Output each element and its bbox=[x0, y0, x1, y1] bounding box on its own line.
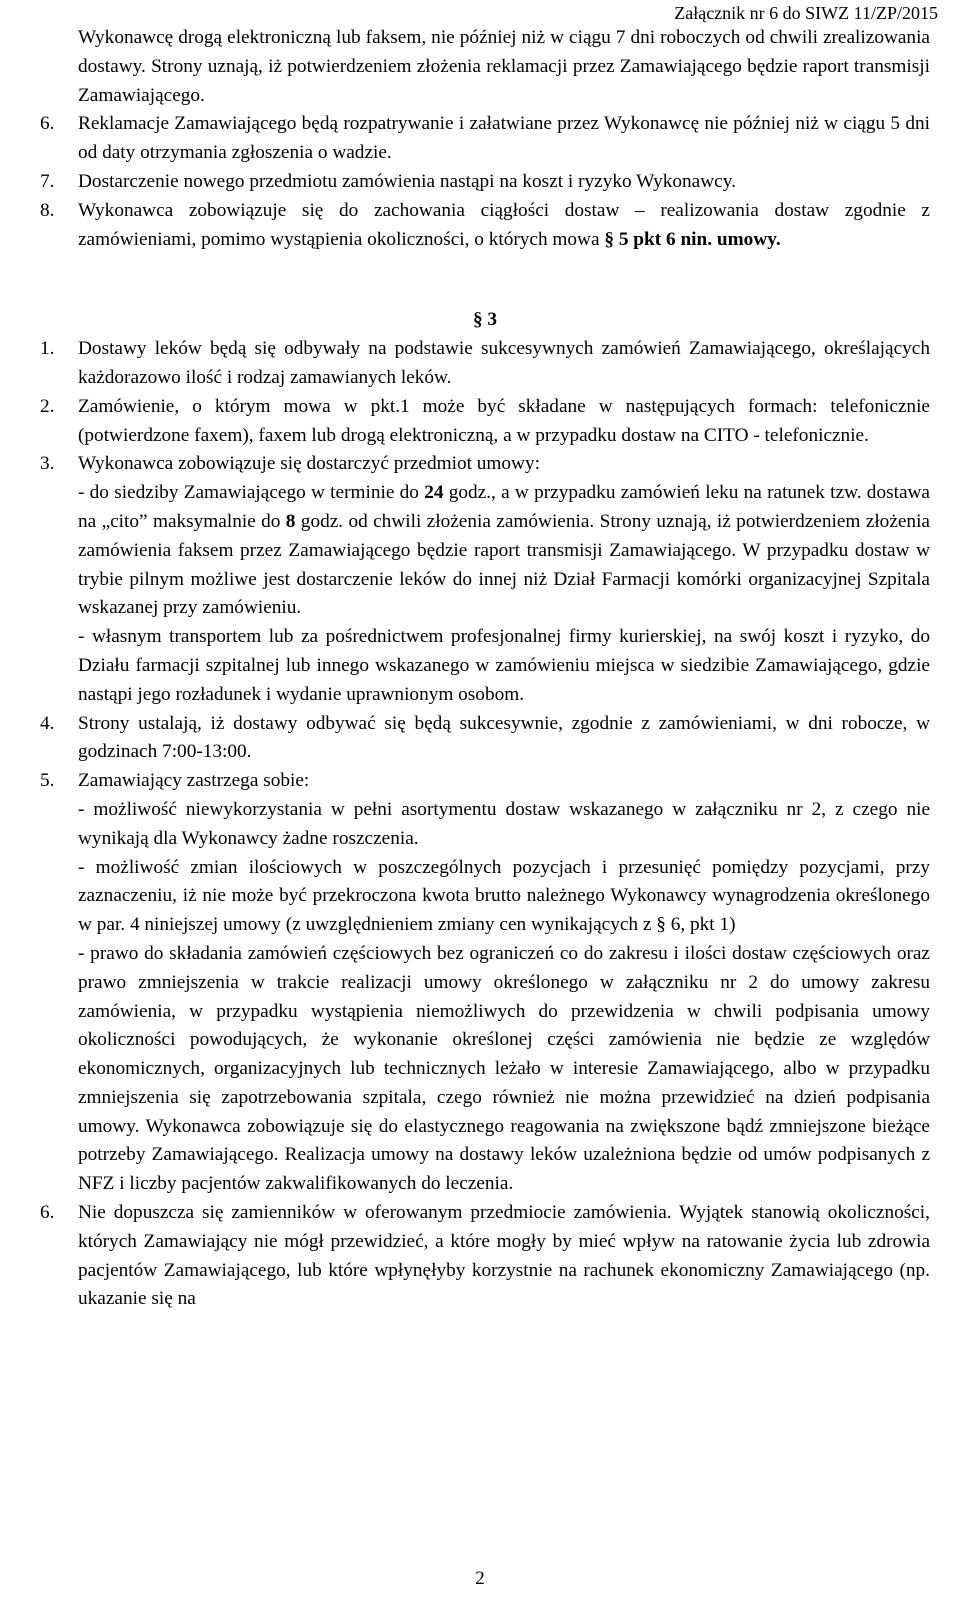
bold-hours: 8 bbox=[285, 510, 296, 532]
item-text: Dostarczenie nowego przedmiotu zamówienia nastąpi na koszt i ryzyko Wykonawcy. bbox=[78, 170, 736, 192]
list-item-3 bbox=[40, 450, 930, 479]
list-item-8 bbox=[40, 197, 930, 255]
text-run: godz. od chwili złożenia zamówienia. Strony uznają, iż potwierdzeniem złożenia zamówienia faksem przez Zamawiającego będzie raport transmisji Zamawiającego. W przypadku dostaw w trybie pilnym możliwe jest dostarczenie leków do innej niż Dział Farmacji komórki organizacyjnej Szpitala wskazanej przy zamówieniu. bbox=[78, 510, 930, 619]
item-number: 6. bbox=[40, 1202, 55, 1224]
continuation-paragraph: Wykonawcę drogą elektroniczną lub faksem, nie później niż w ciągu 7 dni roboczych od chwili zrealizowania dostawy. Strony uznają, iż potwierdzeniem złożenia reklamacji przez Zamawiającego będzie raport transmisji Zamawiającego. bbox=[78, 27, 930, 106]
list-item-5 bbox=[40, 767, 930, 796]
item-5-paragraph-1: - możliwość niewykorzystania w pełni asortymentu dostaw wskazanego w załączniku nr 2, z czego nie wynikają dla Wykonawcy żadne roszczenia. bbox=[78, 798, 930, 849]
item-text: Strony ustalają, iż dostawy odbywać się będą sukcesywnie, zgodnie z zamówieniami, w dni robocze, w godzinach 7:00-13:00. bbox=[78, 712, 930, 763]
item-text: Nie dopuszcza się zamienników w oferowanym przedmiocie zamówienia. Wyjątek stanowią okoliczności, których Zamawiający nie mógł przewidzieć, a które mogły by mieć wpływ na ratowanie życia lub zdrowia pacjentów Zamawiającego, lub które wpłynęłyby korzystnie na rachunek ekonomiczny Zamawiającego (np. ukazanie się na bbox=[78, 1202, 930, 1310]
text-run: godz., a w przypadku zamówień leku na ratunek tzw. dostawa na „cito” maksymalnie do bbox=[78, 482, 930, 532]
item-5-paragraph-3: - prawo do składania zamówień częściowych bez ograniczeń co do zakresu i ilości dostaw częściowych oraz prawo zmniejszenia w trakcie realizacji umowy określonego w załączniku nr 2 do umowy zakresu zamówienia, w przypadku wystąpienia niemożliwych do przewidzenia w chwili podpisania umowy okoliczności powodujących, że wykonanie określonej części zamówienia nie będzie ze względów ekonomicznych, organizacyjnych lub technicznych leżało w interesie Zamawiającego, albo w przypadku zmniejszenia się zapotrzebowania szpitala, czego również nie można przewidzieć na dzień podpisania umowy. Wykonawca zobowiązuje się do elastycznego reagowania na zwiększone bądź zmniejszone bieżące potrzeby Zamawiającego. Realizacja umowy na dostawy leków uzależniona będzie od umów podpisanych z NFZ i liczby pacjentów zakwalifikowanych do leczenia. bbox=[78, 942, 930, 1195]
list-item-1 bbox=[40, 335, 930, 393]
item-number: 7. bbox=[40, 170, 55, 192]
list-item-6b bbox=[40, 1199, 930, 1314]
item-text: Zamówienie, o którym mowa w pkt.1 może być składane w następujących formach: telefonicznie (potwierdzone faxem), faxem lub drogą elektroniczną, a w przypadku dostaw na CITO - telefonicznie. bbox=[78, 395, 930, 446]
item-3-paragraph-2: - własnym transportem lub za pośrednictwem profesjonalnej firmy kurierskiej, na swój koszt i ryzyko, do Działu farmacji szpitalnej lub innego wskazanego w zamówieniu miejsca w siedzibie Zamawiającego, gdzie nastąpi jego rozładunek i wydanie uprawnionym osobom. bbox=[78, 626, 930, 705]
list-item-6 bbox=[40, 110, 930, 168]
text-run: - do siedziby Zamawiającego w terminie do bbox=[78, 482, 425, 504]
item-text: Reklamacje Zamawiającego będą rozpatrywanie i załatwiane przez Wykonawcę nie później niż w ciągu 5 dni od daty otrzymania zgłoszenia o wadzie. bbox=[78, 113, 930, 164]
item-3-paragraph-1 bbox=[40, 479, 930, 623]
item-number: 2. bbox=[40, 395, 55, 417]
item-number: 1. bbox=[40, 338, 55, 360]
item-number: 5. bbox=[40, 770, 55, 792]
item-text: Zamawiający zastrzega sobie: bbox=[78, 770, 310, 792]
section-heading: § 3 bbox=[472, 309, 498, 331]
list-item-7 bbox=[40, 168, 930, 197]
bold-hours: 24 bbox=[424, 482, 444, 504]
document-header: Załącznik nr 6 do SIWZ 11/ZP/2015 bbox=[674, 3, 938, 23]
item-number: 3. bbox=[40, 453, 55, 475]
document-body bbox=[40, 24, 930, 1314]
list-item-4 bbox=[40, 710, 930, 768]
item-number: 6. bbox=[40, 113, 55, 135]
item-text-wrapper bbox=[78, 197, 930, 255]
item-text: Dostawy leków będą się odbywały na podstawie sukcesywnych zamówień Zamawiającego, określających każdorazowo ilość i rodzaj zamawianych leków. bbox=[78, 338, 930, 388]
item-text-bold-reference: § 5 pkt 6 nin. umowy. bbox=[604, 228, 781, 250]
item-number: 8. bbox=[40, 199, 55, 221]
item-text: Wykonawca zobowiązuje się do zachowania ciągłości dostaw – realizowania dostaw zgodnie z zamówieniami, pomimo wystąpienia okoliczności, o których mowa bbox=[78, 199, 930, 250]
item-text: Wykonawca zobowiązuje się dostarczyć przedmiot umowy: bbox=[78, 453, 540, 475]
item-5-paragraph-2: - możliwość zmian ilościowych w poszczególnych pozycjach i przesunięć pomiędzy pozycjami, przy zaznaczeniu, iż nie może być przekroczona kwota brutto należnego Wykonawcy wynagrodzenia określonego w par. 4 niniejszej umowy (z uwzględnieniem zmiany cen wynikających z § 6, pkt 1) bbox=[78, 856, 930, 936]
list-item-2 bbox=[40, 393, 930, 451]
page-number: 2 bbox=[475, 1568, 485, 1589]
item-number: 4. bbox=[40, 712, 55, 734]
